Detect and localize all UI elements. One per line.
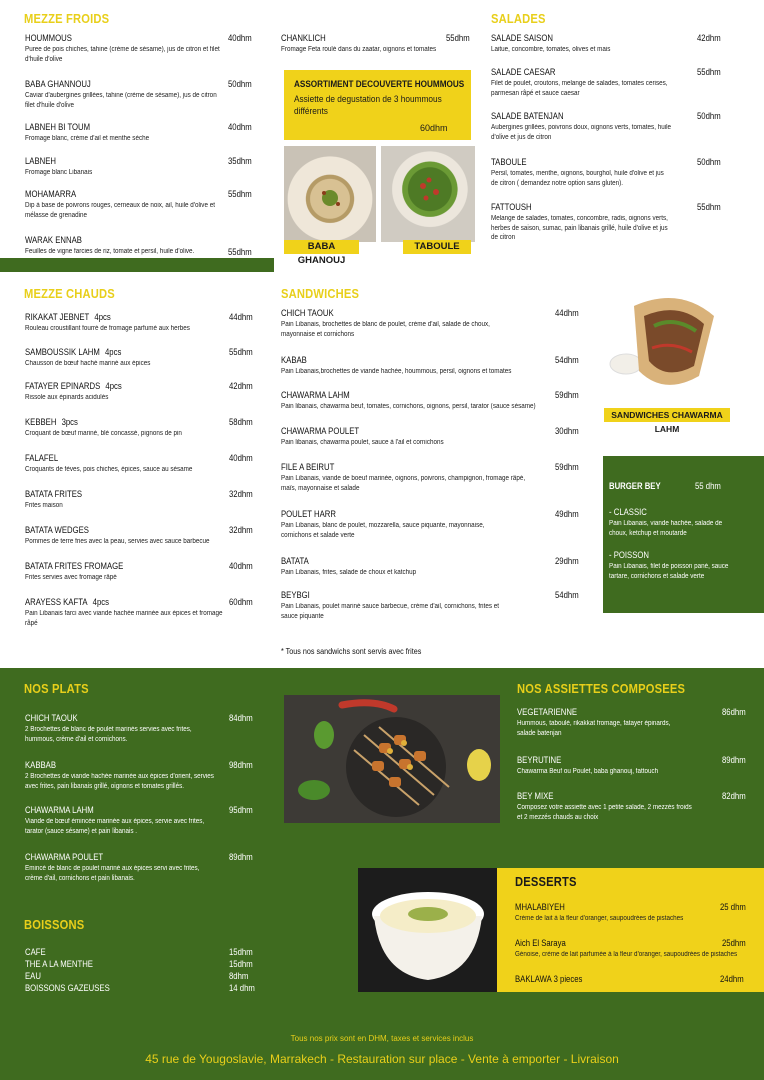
menu-item: BEY MIXE Composez votre assiette avec 1 petite salade, 2 mezzés froids et 2 mezzés chauds au choix 82dhm [517, 791, 746, 821]
desserts-title: DESSERTS [515, 874, 577, 889]
salad-icon [381, 146, 475, 242]
top-green-band [0, 258, 274, 272]
menu-item: TABOULE Persil, tomates, menthe, oignons, bourghol, huile d'olive et jus de citron ( demandez notre option sans gluten). 50dhm [491, 157, 721, 187]
menu-item: MOHAMARRA Dip à base de poivrons rouges, cerneaux de noix, ail, huile d'olive et mélasse de grenadine 55dhm [25, 189, 252, 219]
wrap-icon [604, 286, 734, 404]
menu-item: CHICH TAOUK 2 Brochettes de blanc de poulet marinés servies avec frites, hummous, crème d'ail et cornichons. 84dhm [25, 713, 253, 743]
taboule-label: TABOULE [403, 240, 471, 254]
menu-item: EAU 8dhm [25, 971, 249, 981]
chanklich-item: CHANKLICH Fromage Feta roulé dans du zaatar, oignons et tomates 55dhm [281, 33, 470, 53]
menu-item: CHICH TAOUK Pain Libanais, brochettes de blanc de poulet, crème d'ail, salade de choux, mayonnaise et cornichons 44dhm [281, 308, 579, 338]
menu-item: FATTOUSH Melange de salades, tomates, concombre, radis, oignons verts, herbes de saison, sumac, pain libanais grillé, huile d'olive et jus de citron 55dhm [491, 202, 721, 241]
menu-item: CHAWARMA POULET Emincé de blanc de poulet mariné aux épices servi avec frites, crème d'ail, cornichons et pain libanais. 89dhm [25, 852, 253, 882]
menu-item: SALADE CAESAR Filet de poulet, croutons, melange de salades, tomates cerises, parmesan râpé et sauce caesar 55dhm [491, 67, 721, 97]
taboule-photo [381, 146, 475, 242]
menu-item: POULET HARR Pain Libanais, blanc de poulet, mozzarella, sauce piquante, mayonnaise, cornichons et salade verte 49dhm [281, 509, 579, 539]
menu-item: CHAWARMA LAHM Viande de bœuf émincée marinée aux épices, servie avec frites, tarator (sauce sésame) et pain libanais . 95dhm [25, 805, 253, 835]
menu-item: CAFE 15dhm [25, 947, 253, 957]
baba-ghanouj-photo [284, 146, 376, 242]
sandwiches-title: SANDWICHES [281, 286, 360, 301]
footer-note: Tous nos prix sont en DHM, taxes et services inclus [290, 1034, 474, 1043]
menu-item: SAMBOUSSIK LAHM 4pcs Chausson de bœuf haché mariné aux épices 55dhm [25, 347, 253, 367]
dessert-photo [362, 874, 494, 988]
chawarma-photo [604, 286, 734, 404]
menu-item: BOISSONS GAZEUSES 14 dhm [25, 983, 255, 993]
footer-address: 45 rue de Yougoslavie, Marrakech - Restauration sur place - Vente à emporter - Livraison [145, 1052, 619, 1066]
menu-item: LABNEH BI TOUM Fromage blanc, crème d'ail et menthe sèche 40dhm [25, 122, 252, 142]
menu-item: BEYBGI Pain Libanais, poulet mariné sauce barbecue, crème d'ail, cornichons, frites et sauce piquante 54dhm [281, 590, 579, 620]
menu-item: THE A LA MENTHE 15dhm [25, 959, 253, 969]
menu-item: SALADE SAISON Laitue, concombre, tomates, olives et mais 42dhm [491, 33, 721, 53]
menu-item: VEGETARIENNE Hummous, taboulé, rikakkat fromage, fatayer épinards, salade batenjan 86dhm [517, 707, 746, 737]
menu-item: LABNEH Fromage blanc Libanais 35dhm [25, 156, 252, 176]
menu-item: BABA GHANNOUJ Caviar d'aubergines grillées, tahine (crème de sésame), jus de citron filet d'huile d'olive 50dhm [25, 79, 252, 109]
menu-item: CHAWARMA LAHM Pain libanais, chawarma beuf, tomates, cornichons, oignons, persil, tarator (sauce sésame) 59dhm [281, 390, 579, 410]
menu-item: BATATA FRITES FROMAGE Frites servies avec fromage râpé 40dhm [25, 561, 253, 581]
mezze-chauds-title: MEZZE CHAUDS [24, 286, 115, 301]
skewer-icon [284, 695, 500, 823]
assortiment-box [284, 70, 471, 140]
menu-item: Aich El Saraya Génoise, crème de lait parfumée à la fleur d'oranger, saupoudrées de pistaches 25dhm [515, 938, 746, 958]
menu-item: ARAYESS KAFTA 4pcs Pain Libanais farci avec viande hachée marinée aux épices et fromage râpé 60dhm [25, 597, 253, 627]
menu-item: FATAYER EPINARDS 4pcs Rissole aux épinards acidulés 42dhm [25, 381, 253, 401]
assortiment-title: ASSORTIMENT DECOUVERTE HOUMMOUS [294, 79, 465, 90]
menu-item: BEYRUTINE Chawarma Beuf ou Poulet, baba ghanouj, fattouch 89dhm [517, 755, 746, 775]
salades-title: SALADES [491, 11, 546, 26]
assiettes-title: NOS ASSIETTES COMPOSEES [517, 681, 686, 696]
chawarma-label: SANDWICHES CHAWARMA LAHM [604, 408, 730, 422]
menu-item: FILE A BEIRUT Pain Libanais, viande de boeuf marinée, oignons, poivrons, champignon, fromage râpé, maïs, mayonnaise et salade 59dhm [281, 462, 579, 492]
menu-item: BATATA FRITES Frites maison 32dhm [25, 489, 253, 509]
assortiment-desc: Assiette de degustation de 3 hoummous différents [294, 94, 442, 116]
menu-item: KEBBEH 3pcs Croquant de bœuf mariné, blé concassé, pignons de pin 58dhm [25, 417, 253, 437]
menu-item: HOUMMOUS Puree de pois chiches, tahine (crème de sésame), jus de citron et filet d'huile d'olive 40dhm [25, 33, 252, 63]
dish-icon [284, 146, 376, 242]
menu-item: KABBAB 2 Brochettes de viande hachée marinée aux épices d'orient, servies avec frites, pain libanais grillé, oignons et tomates grillés. 98dhm [25, 760, 253, 790]
nos-plats-title: NOS PLATS [24, 681, 89, 696]
bowl-icon [362, 874, 494, 988]
mezze-froids-title: MEZZE FROIDS [24, 11, 110, 26]
brochettes-photo [284, 695, 500, 823]
menu-item: BAKLAWA 3 pieces 24dhm [515, 974, 744, 984]
menu-item: WARAK ENNAB Feuilles de vigne farcies de riz, tomate et persil, huile d'olive. 55dhm [25, 235, 252, 257]
baba-ghanouj-label: BABA GHANOUJ [284, 240, 359, 254]
assortiment-price: 60dhm [420, 123, 448, 133]
menu-item: SALADE BATENJAN Aubergines grillées, poivrons doux, oignons verts, tomates, huile d'olive et jus de citron 50dhm [491, 111, 721, 141]
burger-bey-item: BURGER BEY 55 dhm - CLASSIC Pain Libanais, viande hachée, salade de choux, ketchup et moutarde - POISSON Pain Libanais, filet de poisson pané, sauce tartare, cornichons et salade verte [609, 481, 729, 580]
menu-item: BATATA Pain Libanais, frites, salade de choux et katchup 29dhm [281, 556, 579, 576]
boissons-title: BOISSONS [24, 917, 85, 932]
menu-item: KABAB Pain Libanais,brochettes de viande hachée, hoummous, persil, oignons et tomates 54dhm [281, 355, 579, 375]
menu-item: RIKAKAT JEBNET 4pcs Rouleau croustillant fourré de fromage parfumé aux herbes 44dhm [25, 312, 253, 332]
menu-item: MHALABIYEH Crème de lait à la fleur d'oranger, saupoudrées de pistaches 25 dhm [515, 902, 746, 922]
menu-item: CHAWARMA POULET Pain libanais, chawarma poulet, sauce à l'ail et cornichons 30dhm [281, 426, 579, 446]
sandwiches-note: * Tous nos sandwichs sont servis avec frites [281, 647, 422, 656]
menu-item: BATATA WEDGES Pommes de terre fries avec la peau, servies avec sauce barbecue 32dhm [25, 525, 253, 545]
menu-item: FALAFEL Croquants de fèves, pois chiches, épices, sauce au sésame 40dhm [25, 453, 253, 473]
